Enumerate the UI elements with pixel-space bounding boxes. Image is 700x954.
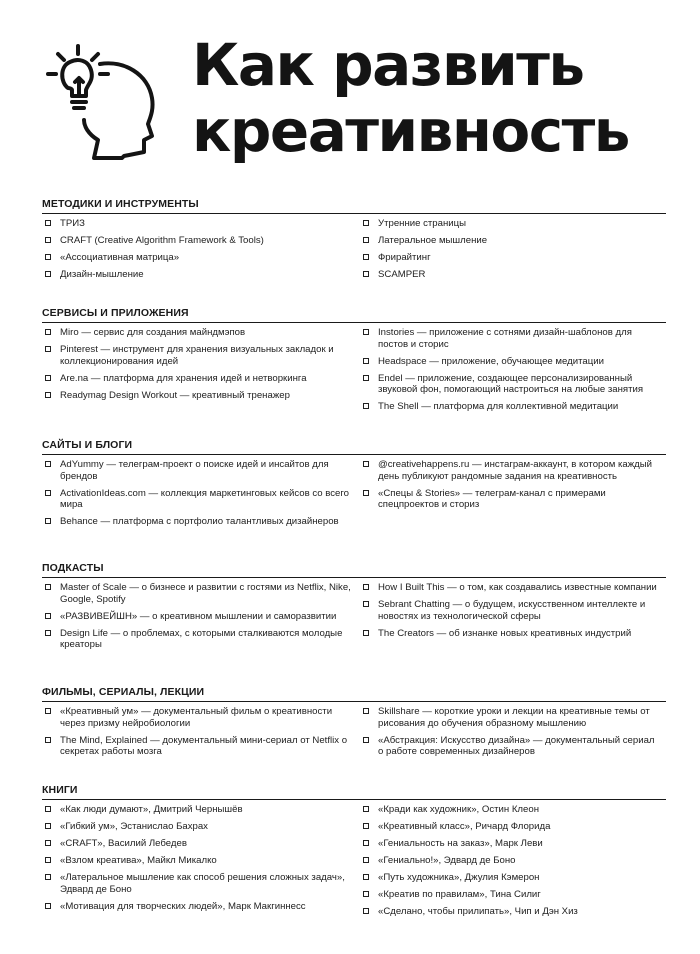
item-text: @creativehappens.ru — инстаграм-аккаунт, в котором каждый день публикуют рандомные задания на креативность (378, 459, 652, 482)
checkbox[interactable] (363, 375, 369, 381)
column-right (360, 459, 666, 533)
section-methods-tools (42, 198, 666, 286)
list-item (42, 901, 360, 913)
item-text: SCAMPER (378, 269, 426, 280)
checkbox[interactable] (363, 601, 369, 607)
checkbox[interactable] (363, 237, 369, 243)
list-item (360, 804, 666, 816)
item-text: «Как люди думают», Дмитрий Чернышёв (60, 804, 243, 815)
list-item (42, 390, 360, 402)
section-title: МЕТОДИКИ И ИНСТРУМЕНТЫ (42, 198, 666, 214)
item-text: «CRAFT», Василий Лебедев (60, 838, 187, 849)
list-item (42, 582, 360, 605)
checkbox[interactable] (45, 375, 51, 381)
checkbox[interactable] (363, 708, 369, 714)
checkbox[interactable] (45, 329, 51, 335)
checkbox[interactable] (45, 392, 51, 398)
list-item (42, 821, 360, 833)
list-item (360, 599, 666, 622)
list-item (42, 344, 360, 367)
list-item (360, 488, 666, 511)
section-title: ФИЛЬМЫ, СЕРИАЛЫ, ЛЕКЦИИ (42, 686, 666, 702)
section-services-apps (42, 307, 666, 418)
checkbox[interactable] (363, 271, 369, 277)
list-item (42, 373, 360, 385)
checkbox[interactable] (45, 584, 51, 590)
page-title (192, 32, 629, 164)
item-text: Are.na — платформа для хранения идей и нетворкинга (60, 372, 307, 384)
section-books (42, 784, 666, 923)
list-item (360, 838, 666, 850)
item-text: Readymag Design Workout — креативный тренажер (60, 389, 290, 401)
checkbox[interactable] (363, 254, 369, 260)
list-item (360, 872, 666, 884)
column-right (360, 706, 666, 763)
item-text: Master of Scale — о бизнесе и развитии с гостями из Netflix, Nike, Google, Spotify (60, 582, 351, 605)
item-text: ActivationIdeas.com — коллекция маркетинговых кейсов со всего мира (60, 487, 350, 510)
checkbox[interactable] (45, 708, 51, 714)
column-left (42, 804, 360, 923)
list-item (42, 459, 360, 482)
checkbox[interactable] (45, 857, 51, 863)
list-item (360, 327, 666, 350)
item-text: «Креатив по правилам», Тина Силиг (378, 889, 541, 900)
checkbox[interactable] (45, 823, 51, 829)
checkbox[interactable] (363, 908, 369, 914)
list-item (360, 906, 666, 918)
item-text: «Латеральное мышление как способ решения сложных задач», Эдвард де Боно (60, 872, 345, 895)
checkbox[interactable] (45, 254, 51, 260)
item-text: «Абстракция: Искусство дизайна» — документальный сериал о работе современных дизайнеров (378, 734, 655, 757)
list-item (360, 373, 666, 396)
list-item (360, 218, 666, 230)
column-left (42, 582, 360, 656)
checkbox[interactable] (363, 584, 369, 590)
checkbox[interactable] (363, 461, 369, 467)
list-item (42, 628, 360, 651)
checkbox[interactable] (45, 903, 51, 909)
item-text: Латеральное мышление (378, 235, 488, 246)
checkbox[interactable] (45, 613, 51, 619)
page-header (42, 30, 672, 180)
section-title: ПОДКАСТЫ (42, 562, 666, 578)
column-right (360, 218, 666, 286)
column-left (42, 459, 360, 533)
checkbox[interactable] (363, 220, 369, 226)
column-right (360, 582, 666, 656)
item-text: The Shell — платформа для коллективной медитации (378, 401, 619, 412)
item-text: Pinterest — инструмент для хранения визуальных закладок и коллекционирования идей (60, 344, 334, 367)
title-line-2: креативность (192, 97, 629, 165)
item-text: Behance — платформа с портфолио талантливых дизайнеров (60, 516, 339, 527)
checkbox[interactable] (363, 358, 369, 364)
column-right (360, 327, 666, 418)
column-right (360, 804, 666, 923)
checkbox[interactable] (45, 271, 51, 277)
checkbox[interactable] (363, 737, 369, 743)
checkbox[interactable] (45, 490, 51, 496)
list-item (360, 401, 666, 413)
checkbox[interactable] (363, 823, 369, 829)
section-title: САЙТЫ И БЛОГИ (42, 439, 666, 455)
list-item (360, 356, 666, 368)
list-item (42, 872, 360, 895)
list-item (360, 459, 666, 482)
list-item (42, 804, 360, 816)
item-text: «Гибкий ум», Эстанислао Бахрах (60, 821, 208, 832)
checkbox[interactable] (363, 490, 369, 496)
list-item (360, 855, 666, 867)
item-text: How I Built This — о том, как создавались известные компании (378, 582, 657, 593)
checkbox[interactable] (363, 891, 369, 897)
item-text: «Взлом креатива», Майкл Микалко (60, 855, 217, 866)
item-text: «Путь художника», Джулия Кэмерон (378, 872, 540, 883)
item-text: «РАЗВИВЕЙШН» — о креативном мышлении и саморазвитии (60, 610, 337, 622)
list-item (42, 218, 360, 230)
item-text: Фрирайтинг (378, 252, 431, 263)
item-text: CRAFT (Creative Algorithm Framework & Tools) (60, 235, 264, 246)
section-podcasts (42, 562, 666, 656)
section-title: КНИГИ (42, 784, 666, 800)
section-sites-blogs (42, 439, 666, 533)
column-left (42, 327, 360, 418)
list-item (42, 735, 360, 758)
list-item (42, 516, 360, 528)
list-item (360, 628, 666, 640)
checkbox[interactable] (45, 840, 51, 846)
checkbox[interactable] (363, 403, 369, 409)
item-text: «Гениально!», Эдвард де Боно (378, 855, 516, 866)
checkbox[interactable] (45, 237, 51, 243)
title-line-1: Как развить (192, 31, 584, 99)
column-left (42, 706, 360, 763)
list-item (42, 327, 360, 339)
item-text: «Кради как художник», Остин Клеон (378, 804, 539, 815)
section-films-lectures (42, 686, 666, 763)
list-item (42, 706, 360, 729)
list-item (42, 488, 360, 511)
list-item (360, 235, 666, 247)
checkbox[interactable] (363, 840, 369, 846)
list-item (360, 735, 666, 758)
list-item (42, 235, 360, 247)
item-text: Headspace — приложение, обучающее медитации (378, 355, 604, 367)
item-text: «Креативный ум» — документальный фильм о креативности через призму нейробиологии (60, 706, 333, 729)
list-item (360, 252, 666, 264)
list-item (360, 269, 666, 281)
item-text: Endel — приложение, создающее персонализированный звуковой фон, помогающий настроиться на любые занятия (378, 372, 644, 395)
item-text: Design Life — о проблемах, с которыми сталкиваются молодые креаторы (60, 627, 343, 650)
list-item (360, 582, 666, 594)
list-item (360, 706, 666, 729)
column-left (42, 218, 360, 286)
section-title: СЕРВИСЫ И ПРИЛОЖЕНИЯ (42, 307, 666, 323)
item-text: «Креативный класс», Ричард Флорида (378, 821, 551, 832)
list-item (42, 838, 360, 850)
checkbox[interactable] (45, 461, 51, 467)
checkbox[interactable] (363, 329, 369, 335)
item-text: Miro — сервис для создания майндмэпов (60, 327, 246, 338)
item-text: AdYummy — телеграм-проект о поиске идей и инсайтов для брендов (60, 459, 329, 482)
checkbox[interactable] (363, 857, 369, 863)
checkbox[interactable] (45, 220, 51, 226)
item-text: The Mind, Explained — документальный мини-сериал от Netflix о секретах работы мозга (60, 734, 348, 757)
item-text: «Ассоциативная матрица» (60, 252, 180, 263)
checkbox[interactable] (45, 874, 51, 880)
checkbox[interactable] (45, 518, 51, 524)
checkbox[interactable] (45, 806, 51, 812)
item-text: «Гениальность на заказ», Марк Леви (378, 838, 543, 849)
item-text: «Мотивация для творческих людей», Марк Макгиннесс (60, 900, 306, 912)
head-lightbulb-icon (44, 40, 162, 160)
checkbox[interactable] (363, 630, 369, 636)
list-item (42, 269, 360, 281)
item-text: Instories — приложение с сотнями дизайн-шаблонов для постов и сторис (378, 327, 632, 350)
item-text: Дизайн-мышление (60, 269, 144, 280)
checkbox[interactable] (363, 806, 369, 812)
list-item (42, 611, 360, 623)
checkbox[interactable] (45, 346, 51, 352)
item-text: Утренние страницы (378, 218, 467, 229)
list-item (42, 252, 360, 264)
checkbox[interactable] (45, 630, 51, 636)
checkbox[interactable] (45, 737, 51, 743)
list-item (360, 821, 666, 833)
item-text: Skillshare — короткие уроки и лекции на креативные темы от рисования до обучения образному мышлению (378, 706, 650, 729)
item-text: ТРИЗ (60, 218, 85, 229)
item-text: The Creators — об изнанке новых креативных индустрий (378, 627, 632, 639)
item-text: «Сделано, чтобы прилипать», Чип и Дэн Хиз (378, 906, 578, 917)
checkbox[interactable] (363, 874, 369, 880)
item-text: Sebrant Chatting — о будущем, искусственном интеллекте и новостях из технологической сферы (378, 599, 646, 622)
list-item (42, 855, 360, 867)
list-item (360, 889, 666, 901)
item-text: «Спецы & Stories» — телеграм-канал с примерами спецпроектов и сториз (378, 487, 606, 510)
